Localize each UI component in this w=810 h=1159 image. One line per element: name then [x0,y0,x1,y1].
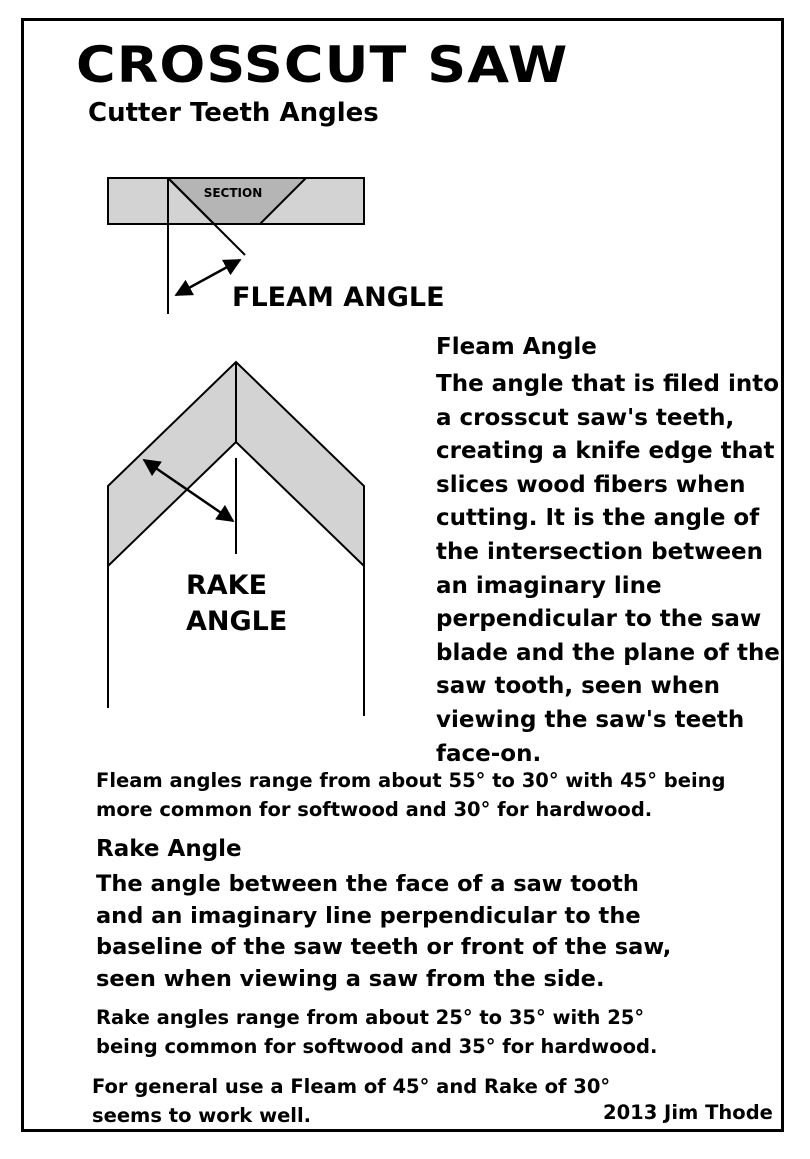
section-label: SECTION [203,186,263,200]
rake-angle-label: RAKE ANGLE [186,570,288,637]
rake-tooth-diagram [108,362,364,716]
fleam-angle-arrow [176,260,240,295]
general-use-note: For general use a Fleam of 45° and Rake of 30° seems to work well. [92,1075,611,1127]
fleam-range-note: Fleam angles range from about 55° to 30° with 45° being more common for softwood and 30° for hardwood. [96,769,726,821]
page-title: CROSSCUT SAW [76,36,569,94]
fleam-angle-label: FLEAM ANGLE [232,282,445,313]
fleam-description: The angle that is filed into a crosscut saw's teeth, creating a knife edge that slices wood fibers when cutting. It is the angle of the intersection between an imaginary line perpendicular to the saw blade and the plane of the saw tooth, seen when viewing the saw's teeth face-on. [436,371,780,767]
page-subtitle: Cutter Teeth Angles [88,98,379,128]
rake-heading: Rake Angle [96,836,242,862]
credit-line: 2013 Jim Thode [603,1101,773,1124]
fleam-heading: Fleam Angle [436,334,597,360]
rake-range-note: Rake angles range from about 25° to 35° with 25° being common for softwood and 35° for hardwood. [96,1006,658,1058]
fleam-face-extension [214,224,245,255]
rake-description: The angle between the face of a saw tooth and an imaginary line perpendicular to the baseline of the saw teeth or front of the saw, seen when viewing a saw from the side. [96,871,672,992]
